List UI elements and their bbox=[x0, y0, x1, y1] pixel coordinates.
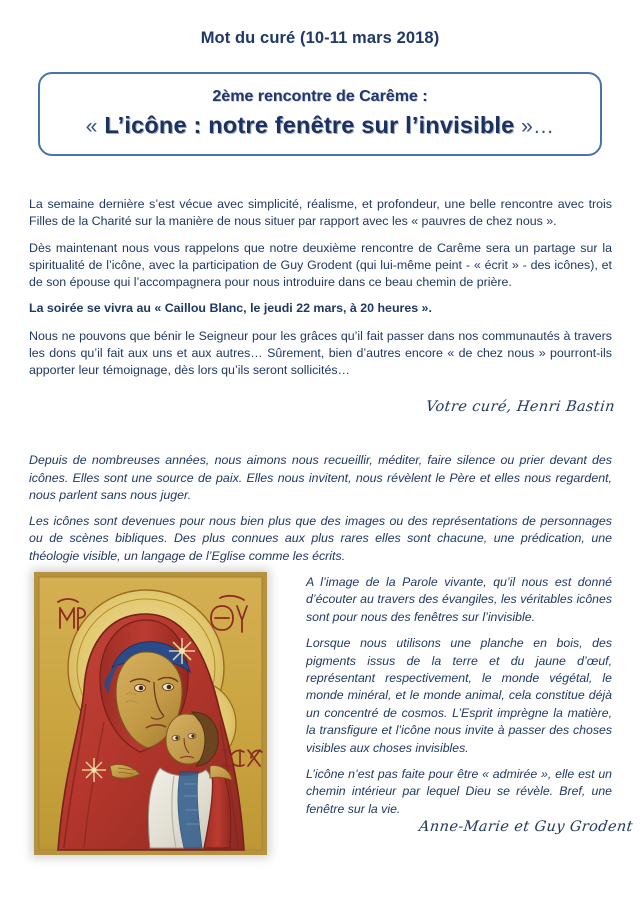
title-callout-box bbox=[38, 72, 602, 156]
commentary-paragraph-2: Lorsque nous utilisons une planche en bois, des pigments issus de la terre et du jaune d’œuf, représentant respectivement, le monde végétal, le monde minéral, et le monde animal, cela constitue déjà un concentré de cosmos. L’Esprit imprègne la matière, la transfigure et l’icône nous invite à passer des choses visibles aux choses invisibles. bbox=[306, 636, 612, 755]
body-paragraph-1: La semaine dernière s’est vécue avec simplicité, réalisme, et profondeur, une belle rencontre avec trois Filles de la Charité sur la manière de nous situer par rapport avec les « pauvres de chez nous ». bbox=[29, 197, 612, 229]
close-quote-glyph: »… bbox=[521, 115, 555, 138]
icon-image bbox=[34, 572, 267, 855]
theotokos-icon-artwork bbox=[34, 572, 267, 855]
body-paragraph-3: Nous ne pouvons que bénir le Seigneur pour les grâces qu’il fait passer dans nos communautés à travers les dons qu’il fait aux uns et aux autres… Sûrement, bien d’autres encore « de chez nous » pourront-ils apporter leur témoignage, dès lors qu’ils seront sollicités… bbox=[29, 328, 612, 378]
testimony-paragraph-1: Depuis de nombreuses années, nous aimons nous recueillir, méditer, faire silence ou prier devant des icônes. Elles sont une source de paix. Elles nous invitent, nous révèlent le Père et elles nous regardent, nous parlent sans nous juger. bbox=[29, 453, 612, 503]
signature-priest: Votre curé, Henri Bastin bbox=[425, 399, 616, 415]
body-highlight-line: La soirée se vivra au « Caillou Blanc, le jeudi 22 mars, à 20 heures ». bbox=[29, 301, 432, 316]
signature-couple: Anne-Marie et Guy Grodent bbox=[418, 819, 634, 835]
commentary-paragraph-3: L’icône n’est pas faite pour être « admirée », elle est un chemin intérieur par lequel Dieu se révèle. Bref, une fenêtre sur la vie. bbox=[306, 767, 612, 816]
callout-subtitle: 2ème rencontre de Carême : bbox=[212, 88, 428, 105]
body-paragraph-2: Dès maintenant nous vous rappelons que notre deuxième rencontre de Carême sera un partage sur la spiritualité de l’icône, avec la participation de Guy Grodent (qui lui-même peint - « écrit » - des icônes), et de son épouse qui l’accompagnera pour nous introduire dans ce beau chemin de prière. bbox=[29, 240, 612, 290]
open-quote-glyph: « bbox=[85, 115, 98, 138]
testimony-paragraph-2: Les icônes sont devenues pour nous bien plus que des images ou des représentations de personnages ou de scènes bibliques. Des plus connues aux plus rares elles sont chacune, une prédication, une théologie visible, un langage de l’Eglise comme les écrits. bbox=[29, 513, 612, 563]
icon-commentary-column bbox=[306, 574, 612, 818]
callout-title-text: L’icône : notre fenêtre sur l’invisible bbox=[104, 112, 515, 138]
commentary-paragraph-1: A l’image de la Parole vivante, qu’il nous est donné d’écouter au travers des évangiles, les véritables icônes sont pour nous des fenêtres sur l’invisible. bbox=[306, 575, 612, 624]
page-title: Mot du curé (10-11 mars 2018) bbox=[200, 29, 440, 47]
testimony-block bbox=[29, 452, 612, 566]
body-column bbox=[29, 196, 612, 380]
callout-title bbox=[40, 112, 600, 139]
